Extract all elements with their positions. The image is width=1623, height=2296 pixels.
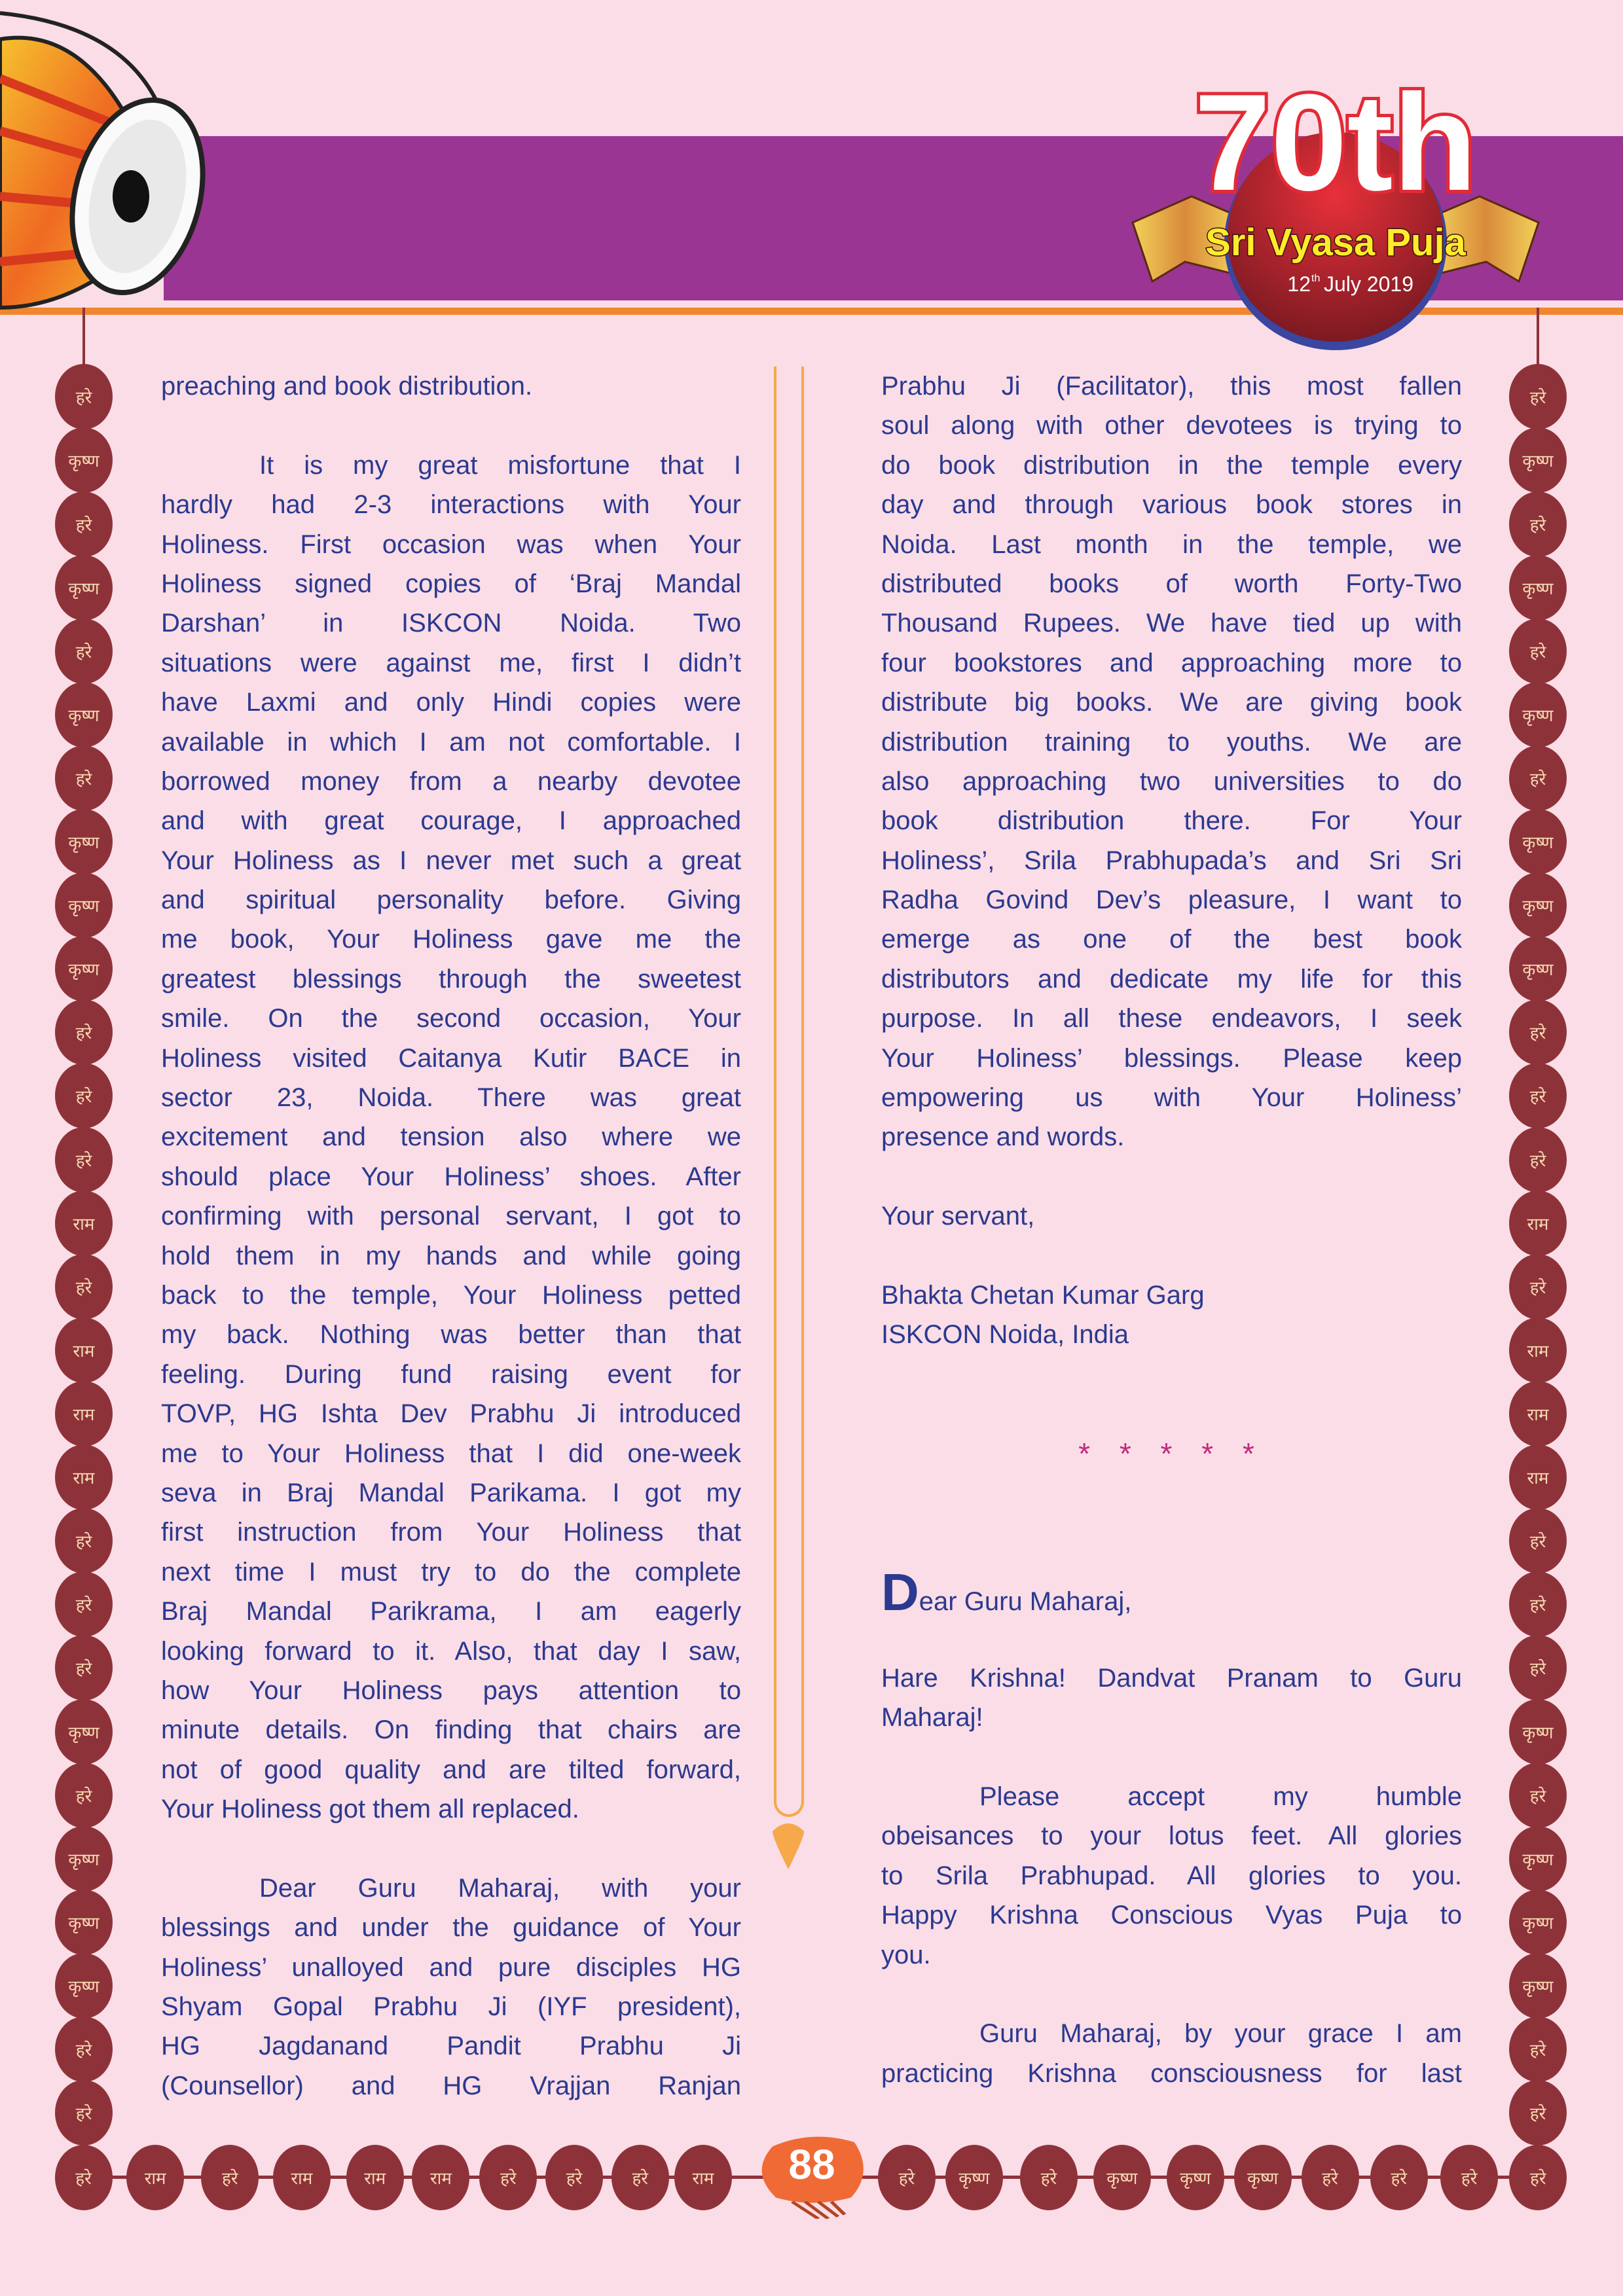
- bead-bottom: कृष्ण: [1234, 2145, 1292, 2210]
- text-line: also approaching two universities to do: [881, 766, 1462, 796]
- text-line: Guru Maharaj, by your grace I am: [979, 2019, 1462, 2049]
- bead-right: हरे: [1509, 1127, 1567, 1193]
- text-line: [881, 1355, 1462, 1394]
- bead-left: हरे: [55, 1635, 113, 1700]
- bead-bottom: हरे: [201, 2145, 259, 2210]
- text-line: sector 23, Noida. There was great: [161, 1083, 741, 1113]
- badge-date: July 2019: [1324, 272, 1413, 296]
- bead-left: कृष्ण: [55, 1826, 113, 1892]
- text-line: Happy Krishna Conscious Vyas Puja to: [881, 1901, 1462, 1930]
- text-line: Your Holiness got them all replaced.: [161, 1795, 579, 1824]
- bead-right: कृष्ण: [1509, 1826, 1567, 1892]
- text-line: confirming with personal servant, I got to: [161, 1202, 741, 1231]
- text-line: [881, 1975, 1462, 2014]
- bead-right: हरे: [1509, 364, 1567, 429]
- bead-left: हरे: [55, 1571, 113, 1637]
- badge-day: 12: [1287, 272, 1311, 296]
- bead-left: हरे: [55, 745, 113, 811]
- bead-left: कृष्ण: [55, 555, 113, 620]
- text-line: have Laxmi and only Hindi copies were: [161, 688, 741, 717]
- bead-bottom: हरे: [1440, 2145, 1498, 2210]
- text-line: available in which I am not comfortable. I: [161, 727, 741, 757]
- bead-left: कृष्ण: [55, 936, 113, 1001]
- text-line: not of good quality and are tilted forward,: [161, 1755, 741, 1784]
- text-line: distributed books of worth Forty-Two: [881, 569, 1462, 598]
- badge-day-suffix: th: [1311, 273, 1321, 284]
- text-line: Please accept my humble: [979, 1782, 1462, 1811]
- column-divider: [774, 367, 804, 1817]
- bead-right: हरे: [1509, 1763, 1567, 1828]
- text-line: hold them in my hands and while going: [161, 1241, 741, 1270]
- text-line: Your servant,: [881, 1202, 1035, 1231]
- page-number: 88: [788, 2141, 835, 2188]
- bead-right: राम: [1509, 1381, 1567, 1446]
- bead-bottom: राम: [674, 2145, 732, 2210]
- badge-title: Sri Vyasa Puja: [1205, 221, 1466, 264]
- text-line: [881, 1738, 1462, 1777]
- text-line: Holiness signed copies of ‘Braj Mandal: [161, 569, 741, 598]
- text-line: (Counsellor) and HG Vrajjan Ranjan: [161, 2071, 741, 2100]
- salutation-text: ear Guru Maharaj,: [919, 1587, 1132, 1616]
- text-line: ISKCON Noida, India: [881, 1320, 1129, 1350]
- bead-right: कृष्ण: [1509, 427, 1567, 493]
- text-line: preaching and book distribution.: [161, 372, 533, 401]
- bead-left: हरे: [55, 1763, 113, 1828]
- text-line: Holiness’, Srila Prabhupada’s and Sri Sri: [881, 846, 1462, 875]
- bead-left: हरे: [55, 619, 113, 684]
- bead-bottom: कृष्ण: [1167, 2145, 1224, 2210]
- badge-number: 70th: [1194, 65, 1477, 219]
- text-line: looking forward to it. Also, that day I saw,: [161, 1636, 741, 1666]
- bead-left: राम: [55, 1318, 113, 1383]
- text-line: Braj Mandal Parikrama, I am eagerly: [161, 1597, 741, 1626]
- bead-right: हरे: [1509, 1508, 1567, 1573]
- bead-bottom: राम: [126, 2145, 184, 2210]
- bead-right: कृष्ण: [1509, 1953, 1567, 2018]
- bead-right: हरे: [1509, 2080, 1567, 2145]
- text-line: [161, 406, 741, 445]
- text-line: my back. Nothing was better than that: [161, 1320, 741, 1350]
- text-line: how Your Holiness pays attention to: [161, 1676, 741, 1705]
- section-separator-stars: * * * * *: [1078, 1436, 1265, 1471]
- text-line: borrowed money from a nearby devotee: [161, 766, 741, 796]
- text-line: soul along with other devotees is trying to: [881, 411, 1462, 440]
- bead-right: हरे: [1509, 745, 1567, 811]
- text-line: seva in Braj Mandal Parikama. I got my: [161, 1478, 741, 1507]
- text-line: Noida. Last month in the temple, we: [881, 529, 1462, 559]
- bead-right: हरे: [1509, 1254, 1567, 1319]
- bead-left: राम: [55, 1191, 113, 1256]
- bead-right: हरे: [1509, 2017, 1567, 2082]
- text-line: purpose. In all these endeavors, I seek: [881, 1004, 1462, 1033]
- mridanga-drum-icon: [0, 0, 210, 321]
- text-line: [881, 1394, 1462, 1433]
- text-line: distribution training to youths. We are: [881, 727, 1462, 757]
- text-line: [881, 1157, 1462, 1196]
- bead-right: हरे: [1509, 619, 1567, 684]
- bead-left: हरे: [55, 364, 113, 429]
- bead-right: कृष्ण: [1509, 872, 1567, 938]
- 70th-vyasa-puja-badge: [1106, 65, 1565, 353]
- text-line: book distribution there. For Your: [881, 806, 1462, 836]
- right-text-column: [881, 367, 1462, 1473]
- text-line: situations were against me, first I didn’t: [161, 648, 741, 677]
- text-line: distribute big books. We are giving book: [881, 688, 1462, 717]
- salutation: [881, 1563, 1462, 1621]
- text-line: Maharaj!: [881, 1703, 983, 1732]
- bead-left: कृष्ण: [55, 809, 113, 874]
- text-line: Dear Guru Maharaj, with your: [259, 1873, 741, 1903]
- bead-right: कृष्ण: [1509, 555, 1567, 620]
- bead-left: कृष्ण: [55, 872, 113, 938]
- bead-left: राम: [55, 1444, 113, 1510]
- bead-left: हरे: [55, 1127, 113, 1193]
- bead-right: कृष्ण: [1509, 1890, 1567, 1955]
- bead-bottom: हरे: [1020, 2145, 1078, 2210]
- bead-left: कृष्ण: [55, 682, 113, 747]
- left-text-column: [161, 367, 741, 2106]
- text-line: smile. On the second occasion, Your: [161, 1004, 741, 1033]
- text-line: Holiness’ unalloyed and pure disciples HG: [161, 1952, 741, 1982]
- text-line: Holiness. First occasion was when Your: [161, 529, 741, 559]
- text-line: empowering us with Your Holiness’: [881, 1083, 1462, 1113]
- bead-right: कृष्ण: [1509, 936, 1567, 1001]
- text-line: hardly had 2-3 interactions with Your: [161, 490, 741, 520]
- text-line: and with great courage, I approached: [161, 806, 741, 836]
- text-line: Holiness visited Caitanya Kutir BACE in: [161, 1043, 741, 1073]
- drop-cap: D: [881, 1563, 919, 1621]
- bead-right: हरे: [1509, 1063, 1567, 1128]
- bead-bottom: राम: [412, 2145, 469, 2210]
- bead-left: हरे: [55, 999, 113, 1065]
- bead-right: राम: [1509, 1191, 1567, 1256]
- text-line: distributors and dedicate my life for this: [881, 964, 1462, 994]
- bead-left: हरे: [55, 1508, 113, 1573]
- bead-right: कृष्ण: [1509, 682, 1567, 747]
- text-line: [881, 1619, 1462, 1658]
- bead-right: राम: [1509, 1318, 1567, 1383]
- text-line: minute details. On finding that chairs are: [161, 1715, 741, 1745]
- bead-left: कृष्ण: [55, 1699, 113, 1765]
- bead-right: हरे: [1509, 1571, 1567, 1637]
- text-line: Your Holiness as I never met such a great: [161, 846, 741, 875]
- bead-left: कृष्ण: [55, 427, 113, 493]
- bead-bottom: राम: [346, 2145, 404, 2210]
- text-line: emerge as one of the best book: [881, 925, 1462, 954]
- text-line: practicing Krishna consciousness for last: [881, 2058, 1462, 2088]
- text-line: back to the temple, Your Holiness petted: [161, 1280, 741, 1310]
- text-line: blessings and under the guidance of Your: [161, 1913, 741, 1943]
- bead-left: हरे: [55, 2080, 113, 2145]
- text-line: TOVP, HG Ishta Dev Prabhu Ji introduced: [161, 1399, 741, 1429]
- text-line: Bhakta Chetan Kumar Garg: [881, 1280, 1205, 1310]
- text-line: Shyam Gopal Prabhu Ji (IYF president),: [161, 1992, 741, 2022]
- bead-left: हरे: [55, 2017, 113, 2082]
- text-line: Your Holiness’ blessings. Please keep: [881, 1043, 1462, 1073]
- bead-right: राम: [1509, 1444, 1567, 1510]
- text-line: next time I must try to do the complete: [161, 1557, 741, 1587]
- text-line: excitement and tension also where we: [161, 1122, 741, 1152]
- bead-left: हरे: [55, 1063, 113, 1128]
- bead-bottom: हरे: [1302, 2145, 1359, 2210]
- bead-right: हरे: [1509, 1635, 1567, 1700]
- text-line: obeisances to your lotus feet. All glories: [881, 1821, 1462, 1851]
- text-line: Radha Govind Dev’s pleasure, I want to: [881, 886, 1462, 915]
- bead-bottom: हरे: [545, 2145, 603, 2210]
- text-line: It is my great misfortune that I: [259, 450, 741, 480]
- bead-bottom: हरे: [1370, 2145, 1428, 2210]
- text-line: four bookstores and approaching more to: [881, 648, 1462, 677]
- text-line: should place Your Holiness’ shoes. After: [161, 1162, 741, 1191]
- bead-bottom: हरे: [479, 2145, 537, 2210]
- bead-bottom: कृष्ण: [945, 2145, 1003, 2210]
- bead-bottom: कृष्ण: [1093, 2145, 1151, 2210]
- text-line: presence and words.: [881, 1122, 1125, 1152]
- bead-bottom: हरे: [1509, 2145, 1567, 2210]
- text-line: HG Jagdanand Pandit Prabhu Ji: [161, 2032, 741, 2061]
- text-line: me to Your Holiness that I did one-week: [161, 1439, 741, 1468]
- second-letter: [881, 1563, 1462, 2093]
- text-line: do book distribution in the temple every: [881, 450, 1462, 480]
- text-line: me book, Your Holiness gave me the: [161, 925, 741, 954]
- text-line: and spiritual personality before. Giving: [161, 886, 741, 915]
- text-line: to Srila Prabhupad. All glories to you.: [881, 1861, 1462, 1890]
- bead-right: कृष्ण: [1509, 1699, 1567, 1765]
- bead-right: कृष्ण: [1509, 809, 1567, 874]
- text-line: day and through various book stores in: [881, 490, 1462, 520]
- bead-left: कृष्ण: [55, 1953, 113, 2018]
- text-line: [881, 1236, 1462, 1276]
- bead-bottom: हरे: [878, 2145, 936, 2210]
- text-line: feeling. During fund raising event for: [161, 1359, 741, 1389]
- bead-bottom: हरे: [611, 2145, 669, 2210]
- text-line: Darshan’ in ISKCON Noida. Two: [161, 609, 741, 638]
- divider-drop-icon: [770, 1818, 807, 1871]
- bead-bottom: राम: [273, 2145, 331, 2210]
- text-line: Thousand Rupees. We have tied up with: [881, 609, 1462, 638]
- bead-right: हरे: [1509, 999, 1567, 1065]
- text-line: greatest blessings through the sweetest: [161, 964, 741, 994]
- bead-right: हरे: [1509, 492, 1567, 557]
- bead-left: कृष्ण: [55, 1890, 113, 1955]
- bead-left: राम: [55, 1381, 113, 1446]
- bead-left: हरे: [55, 492, 113, 557]
- text-line: Prabhu Ji (Facilitator), this most fallen: [881, 372, 1462, 401]
- text-line: [161, 1829, 741, 1868]
- text-line: first instruction from Your Holiness that: [161, 1518, 741, 1547]
- bead-left: हरे: [55, 1254, 113, 1319]
- bead-bottom: हरे: [55, 2145, 113, 2210]
- text-line: you.: [881, 1940, 931, 1969]
- text-line: Hare Krishna! Dandvat Pranam to Guru: [881, 1663, 1462, 1693]
